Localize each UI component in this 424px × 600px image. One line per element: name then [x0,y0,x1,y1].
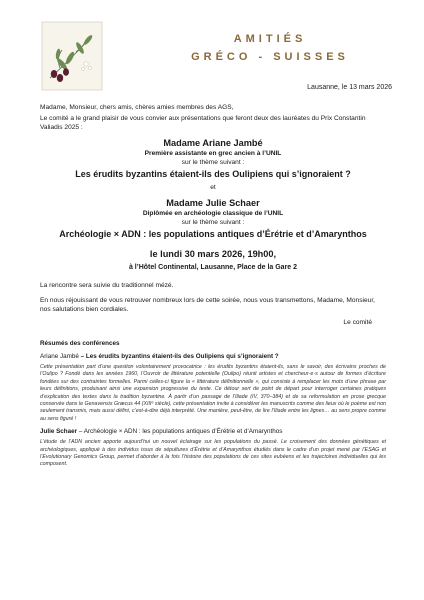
organization-name [170,30,370,66]
event-date: le lundi 30 mars 2026, 19h00, [149,249,277,259]
salutation: Madame, Monsieur, chers amis, chères amies membres des AGS, [40,104,234,111]
org-line-1: AMITIÉS [233,33,307,45]
and-separator: et [210,184,216,191]
place-date: Lausanne, le 13 mars 2026 [307,84,392,91]
theme-label-2: sur le thème suivant : [181,219,245,226]
talk-2-title: Archéologie × ADN : les populations antiques d’Érétrie et d’Amarynthos [59,229,367,239]
abstract-1-title: – Les érudits byzantins étaient-ils des Oulipiens qui s’ignoraient ? [78,353,279,360]
intro-paragraph: Le comité a le grand plaisir de vous convier aux présentations que feront deux des lauréates du Prix Constantin Valiadis 2025 : [40,115,366,131]
abstract-2-heading [40,427,386,436]
org-line-2: GRÉCO - SUISSES [191,51,349,63]
signature: Le comité [343,319,372,326]
closing-paragraph: En nous réjouissant de vous retrouver nombreux lors de cette soirée, nous vous transmettons, Madame, Monsieur, nos salutations bien cordiales. [40,297,375,313]
abstract-2-text: L’étude de l’ADN ancien apporte aujourd’hui un nouvel éclairage sur les populations du passé. Le croisement des données génétiques et archéologiques, appliqué à des individus issus de sépultures d’Érétrie et d’Amarynthos étudiés dans le cadre d’un projet mené par l’ESAG et l’Evolutionary Genomics Group, permet d’aborder à la fois l’histoire des populations de ces sites eubéens et les trajectoires individuelles qui les composent. [40,439,386,468]
speaker-2-name: Madame Julie Schaer [166,198,260,208]
letter-body [40,99,386,469]
speaker-1-role: Première assistante en grec ancien à l’UNIL [144,150,282,157]
speaker-2-role: Diplômée en archéologie classique de l’UNIL [142,210,284,217]
abstract-1-text: Cette présentation part d’une question volontairement provocatrice : les érudits byzantins étaient-ils, sans le savoir, des écrivains proches de l’Oulipo ? Fondé dans les années 1960, l’Ouvroir de littérature potentielle (Oulipo) réunit artistes et chercheur·e·s autour de formes d’écriture fondées sur des contraintes formelles. Parmi celles-ci figure la « littérature définitionnelle », qui consiste à remplacer les mots d’une phrase par leurs définitions, produisant ainsi une expansion progressive du texte. Ce détour sert de point de départ pour interroger certaines pratiques d’explication des textes dans la tradition byzantine. À partir d’un passage de l’Iliade (IV, 370–384) et de sa reformulation en prose grecque conservée dans le Genavensis Græcus 44 (XIIIᵉ siècle), cette présentation invite à considérer les manuscrits comme des lieux où le poème est non seulement transmis, mais aussi défini, c’est-à-dire déjà interprété. Une manière, peut-être, de lire l’Iliade entre les lignes… au sens propre comme au sens figuré ! [40,364,386,422]
speaker-1-name: Madame Ariane Jambé [163,138,263,148]
abstract-1-author: Ariane Jambé [40,353,79,360]
talk-1-title: Les érudits byzantins étaient-ils des Oulipiens qui s’ignoraient ? [75,169,351,179]
theme-label-1: sur le thème suivant : [181,159,245,166]
meze-note: La rencontre sera suivie du traditionnel mézé. [40,282,174,289]
summaries-title: Résumés des conférences [40,340,120,347]
event-place: à l’Hôtel Continental, Lausanne, Place de la Gare 2 [128,264,298,271]
olive-branch-logo [40,20,104,92]
abstract-2-author: Julie Schaer [40,428,78,436]
abstract-2-title: – Archéologie × ADN : les populations antiques d’Érétrie et d’Amarynthos [77,428,283,436]
abstract-1-heading [40,352,386,361]
